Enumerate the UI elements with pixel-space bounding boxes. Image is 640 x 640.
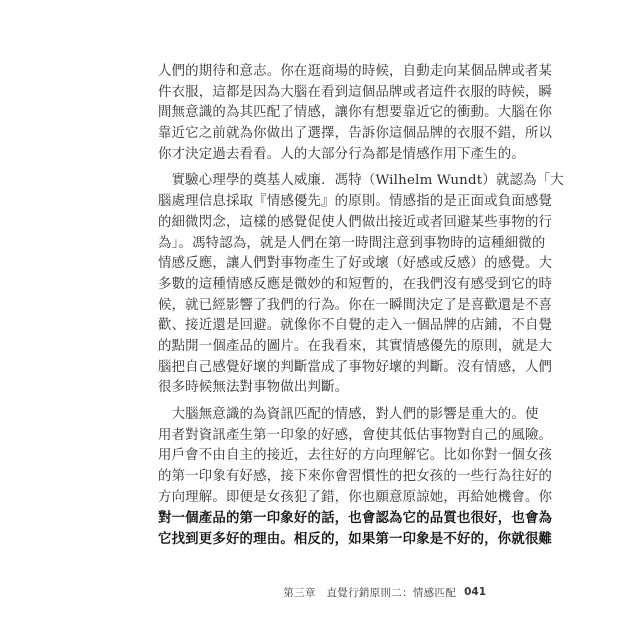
text-line: 腦把自己感覺好壞的判斷當成了事物好壞的判斷。沒有情感，人們 (158, 359, 553, 375)
text-line: 歡、接近還是回避。就像你不自覺的走入一個品牌的店鋪，不自覺 (158, 318, 553, 334)
text-line: 大腦無意識的為資訊匹配的情感，對人們的影響是重大的。使 (158, 407, 539, 422)
text-line: 用者對資訊產生第一印象的好感，會使其低估事物對自己的風險。 (158, 427, 553, 443)
paragraph (158, 62, 553, 165)
text-line: 方向理解。即便是女孩犯了錯，你也願意原諒她，再給她機會。你 (158, 489, 553, 505)
body-text (158, 62, 564, 556)
page-footer (283, 583, 486, 601)
text-line: 用戶會不由自主的接近，去往好的方向理解它。比如你對一個女孩 (158, 448, 553, 464)
text-line: 件衣服，這都是因為大腦在看到這個品牌或者這件衣服的時候，瞬 (158, 84, 553, 100)
paragraph (158, 171, 564, 399)
page-number: 041 (464, 586, 486, 598)
text-line: 多數的這種情感反應是微妙的和短暫的，在我們沒有感受到它的時 (158, 276, 553, 292)
running-footer-chapter: 第三章 直覺行銷原則二：情感匹配 (283, 586, 457, 599)
emphasized-text-line: 對一個產品的第一印象好的話，也會認為它的品質也很好，也會為 (158, 510, 553, 527)
text-line: 靠近它之前就為你做出了選擇，告訴你這個品牌的衣服不錯，所以 (158, 126, 553, 142)
text-line: 你才決定過去看看。人的大部分行為都是情感作用下產生的。 (158, 146, 525, 162)
text-line: 為」。馮特認為，就是人們在第一時間注意到事物時的這種細微的 (158, 235, 546, 251)
text-line: 人們的期待和意志。你在逛商場的時候，自動走向某個品牌或者某 (158, 64, 553, 79)
text-line: 候，就已經影響了我們的行為。你在一瞬間決定了是喜歡還是不喜 (158, 297, 553, 313)
text-line: 很多時候無法對事物做出判斷。 (158, 380, 349, 396)
text-line: 實驗心理學的奠基人威廉．馮特（Wilhelm Wundt）就認為「大 (158, 173, 564, 189)
text-line: 的第一印象有好感，接下來你會習慣性的把女孩的一些行為往好的 (158, 469, 553, 485)
text-line: 情感反應，讓人們對事物產生了好或壞（好感或反感）的感覺。大 (158, 256, 553, 272)
text-line: 間無意識的為其匹配了情感，讓你有想要靠近它的衝動。大腦在你 (158, 105, 553, 121)
paragraph (158, 405, 553, 550)
emphasized-text-line: 它找到更多好的理由。相反的，如果第一印象是不好的，你就很難 (158, 531, 553, 548)
text-line: 腦處理信息採取『情感優先』的原則。情感指的是正面或負面感覺 (158, 194, 553, 210)
text-line: 的點開一個產品的圖片。在我看來，其實情感優先的原則，就是大 (158, 338, 553, 354)
text-line: 的細微閃念，這樣的感覺促使人們做出接近或者回避某些事物的行 (158, 214, 553, 230)
